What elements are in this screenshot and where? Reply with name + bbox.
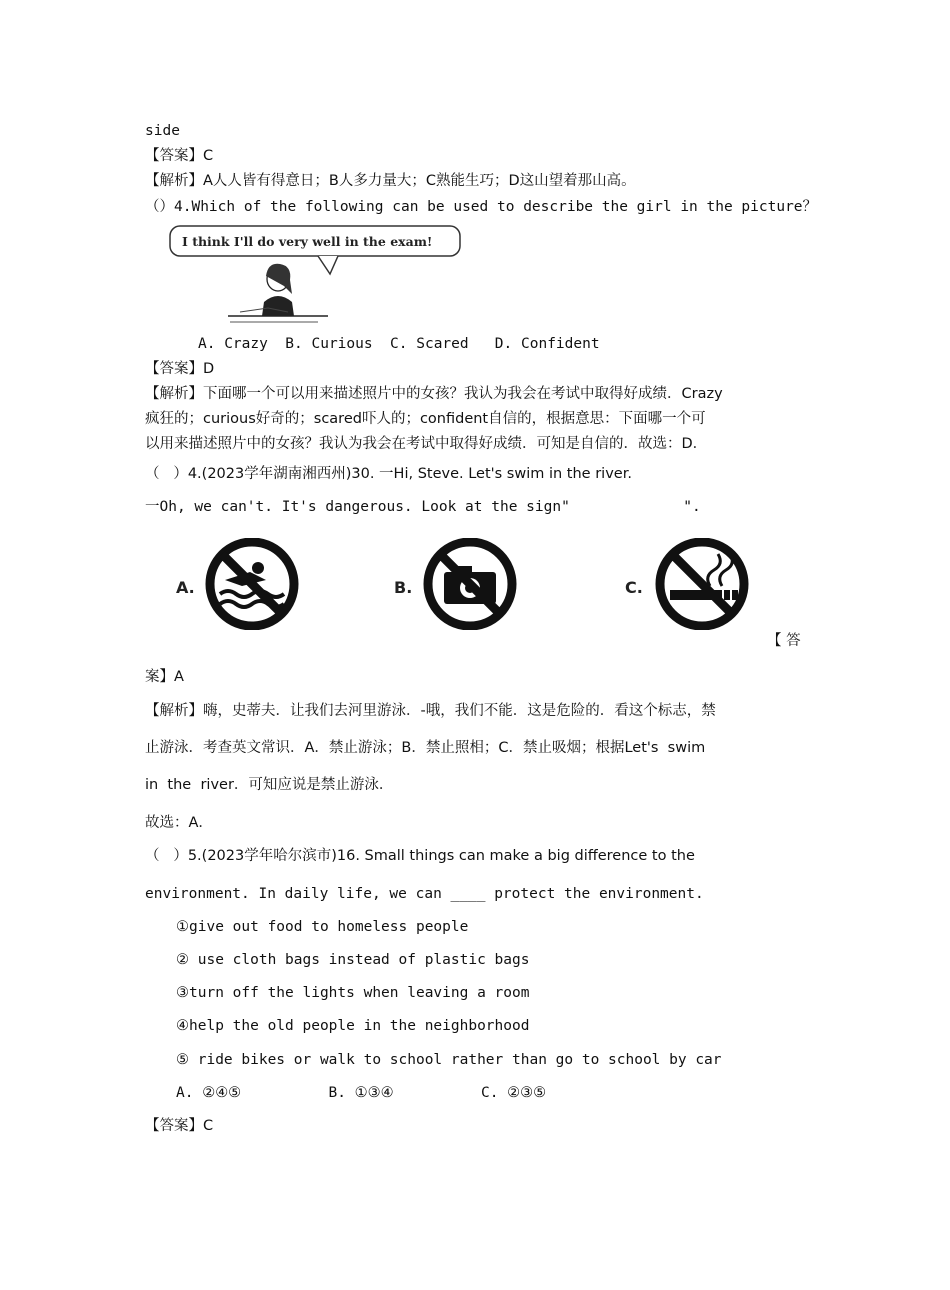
no-smoking-icon: [660, 542, 744, 626]
sign-c-label: C.: [625, 578, 643, 597]
analysis-line: 【解析】A人人皆有得意日；B人多力量大；C熟能生巧；D这山望着那山高。: [145, 173, 636, 189]
signs-picture: [170, 538, 790, 630]
choice-item: ③turn off the lights when leaving a room: [176, 985, 530, 1001]
choice-item: ④help the old people in the neighborhood: [176, 1018, 530, 1034]
question-line: （ ）4.(2023学年湖南湘西州)30. 一Hi, Steve. Let's swim in the river.: [145, 466, 632, 482]
analysis-line: 以用来描述照片中的女孩？我认为我会在考试中取得好成绩．可知是自信的．故选：D．: [145, 436, 708, 452]
answer-line: 【答案】C: [145, 148, 214, 164]
analysis-line: in the river．可知应说是禁止游泳．: [145, 777, 394, 793]
choice-item: ①give out food to homeless people: [176, 919, 469, 935]
sign-a-label: A.: [176, 578, 195, 597]
no-swimming-icon: [210, 542, 294, 626]
analysis-line: 疯狂的；curious好奇的；scared吓人的；confident自信的，根据意思：下面哪一个可: [145, 411, 706, 427]
choice-item: ② use cloth bags instead of plastic bags: [176, 952, 530, 968]
no-camera-icon: [428, 542, 512, 626]
analysis-line: 【解析】下面哪一个可以用来描述照片中的女孩？我认为我会在考试中取得好成绩．Crazy: [145, 386, 723, 402]
question-line: （ ）5.(2023学年哈尔滨市)16. Small things can make a big difference to the: [145, 848, 695, 864]
girl-picture: [168, 224, 488, 326]
choice-item: ⑤ ride bikes or walk to school rather than go to school by car: [176, 1052, 722, 1068]
answer-line: 【 答: [767, 633, 801, 649]
question-line: 一Oh, we can't. It's dangerous. Look at the sign" ".: [145, 499, 701, 515]
sign-b-label: B.: [394, 578, 413, 597]
analysis-line: 故选：A．: [145, 815, 213, 831]
question-line: environment. In daily life, we can ____ protect the environment.: [145, 886, 704, 902]
answer-line: 【答案】D: [145, 361, 215, 377]
analysis-line: 【解析】嗨，史蒂夫．让我们去河里游泳．-哦，我们不能．这是危险的．看这个标志，禁: [145, 703, 716, 719]
answer-line: 案】A: [145, 669, 184, 685]
options-line: A. ②④⑤ B. ①③④ C. ②③⑤: [176, 1085, 547, 1101]
options-line: A. Crazy B. Curious C. Scared D. Confident: [198, 336, 600, 352]
answer-line: 【答案】C: [145, 1118, 214, 1134]
speech-bubble-text: I think I'll do very well in the exam!: [182, 234, 433, 249]
text-line: side: [145, 123, 180, 139]
question-line: （）4.Which of the following can be used to describe the girl in the picture？: [145, 199, 818, 215]
analysis-line: 止游泳．考查英文常识．A．禁止游泳；B．禁止照相；C．禁止吸烟；根据Let's swim: [145, 740, 706, 756]
